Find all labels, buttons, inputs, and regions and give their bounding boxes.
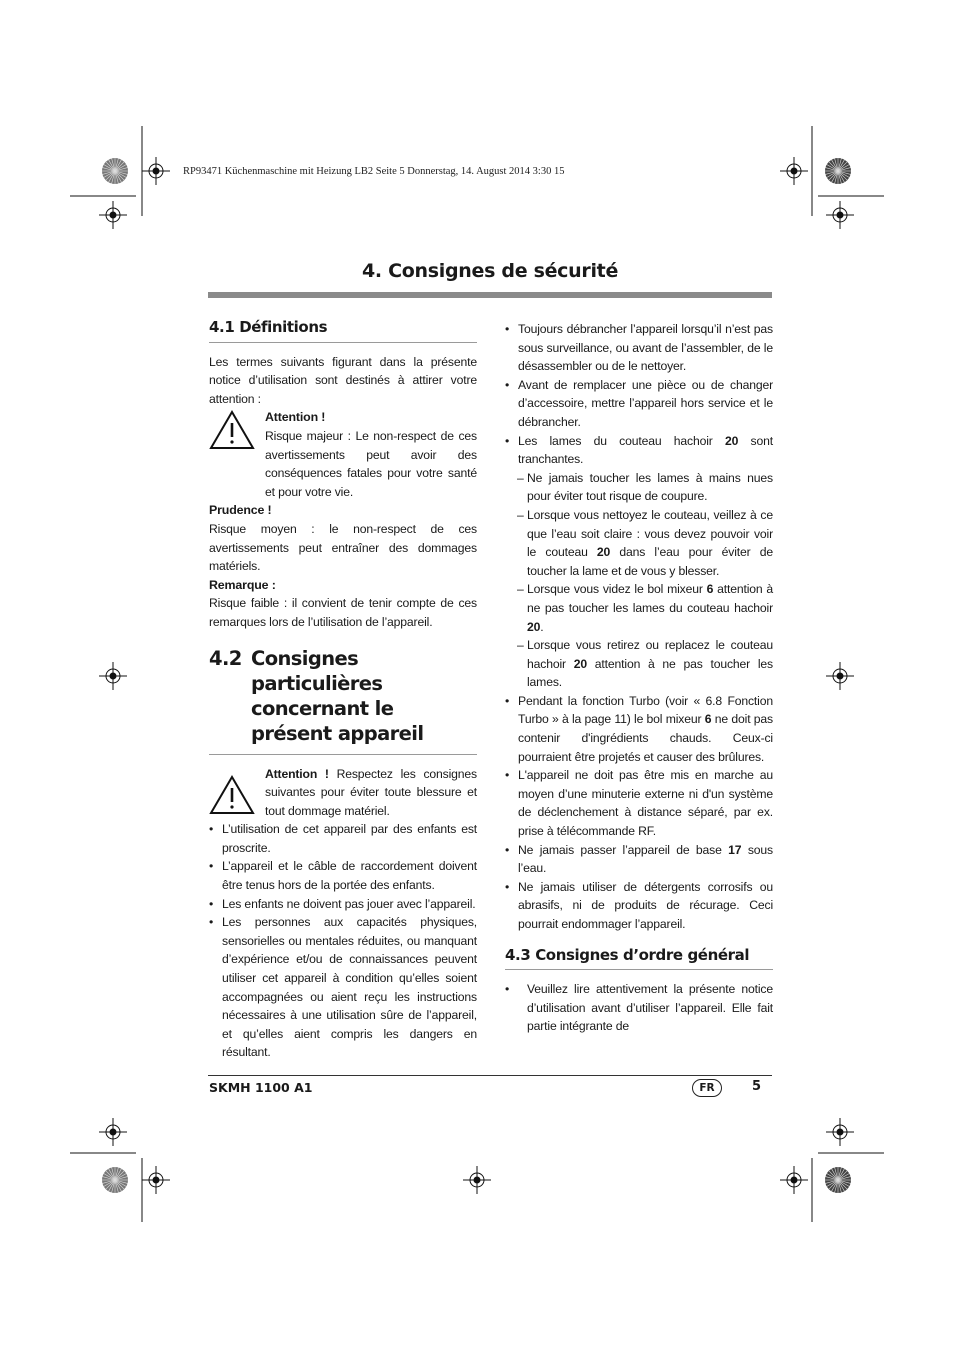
color-star-icon — [825, 1167, 851, 1193]
list-item: • Pendant la fonction Turbo (voir « 6.8 Fonction Turbo » à la page 11) le bol mixeur 6 ne doit pas contenir d'ingrédients chauds. Ceux-ci pourraient être projetés et causer des brûlures. — [505, 692, 773, 766]
right-column — [505, 320, 773, 1036]
list-item: • Les personnes aux capacités physiques, sensorielles ou mentales réduites, ou manquant d’expérience et/ou de connaissances peuvent utiliser cet appareil à condition qu’elles soient accompagnées ou aient reçu les instructions nécessaires à une utilisation sûre de l’appareil, et qu’elles aient compris les dangers en résultant. — [209, 913, 477, 1062]
sub-list-item: – Ne jamais toucher les lames à mains nues pour éviter tout risque de coupure. — [505, 469, 773, 506]
color-star-icon — [102, 158, 128, 184]
warning-triangle-icon — [209, 765, 265, 821]
registration-target-icon — [826, 201, 854, 229]
attention-label: Attention ! — [265, 410, 326, 425]
registration-target-icon — [99, 1118, 127, 1146]
list-item: • L’utilisation de cet appareil par des enfants est proscrite. — [209, 820, 477, 857]
section-4-2-bullets — [209, 820, 477, 1062]
footer-rule — [208, 1075, 772, 1076]
section-4-2-attention-label: Attention ! — [265, 766, 329, 781]
section-4-2-heading — [209, 646, 477, 755]
registration-target-icon — [826, 662, 854, 690]
registration-target-icon — [826, 1118, 854, 1146]
list-item: • Les enfants ne doivent pas jouer avec l’appareil. — [209, 895, 477, 914]
left-column — [209, 318, 477, 1062]
section-4-3-bullets — [505, 980, 773, 1036]
section-4-2-attention-text: Respectez les consignes suivantes pour éviter toute blessure et tout dommage matériel. — [265, 766, 477, 818]
registration-target-icon — [99, 662, 127, 690]
section-4-3-heading: 4.3 Consignes d’ordre général — [505, 946, 773, 971]
prudence-label: Prudence ! — [209, 503, 272, 518]
attention-text: Risque majeur : Le non-respect de ces avertissements peut avoir des conséquences fatales pour votre santé et pour votre vie. — [265, 428, 477, 499]
section-4-1-heading: 4.1 Définitions — [209, 318, 477, 343]
remarque-label: Remarque : — [209, 577, 276, 592]
registration-target-icon — [463, 1166, 491, 1194]
language-badge: FR — [692, 1079, 722, 1097]
sub-list-item: – Lorsque vous retirez ou replacez le couteau hachoir 20 attention à ne pas toucher les lames. — [505, 636, 773, 692]
section-4-2-attention — [209, 765, 477, 821]
section-4-1-intro: Les termes suivants figurant dans la présente notice d’utilisation sont destinés à attirer votre attention : — [209, 354, 477, 406]
list-item: • L'appareil ne doit pas être mis en marche au moyen d’une minuterie externe ni d'un système de déclenchement à distance séparé, par ex. prise à télécommande RF. — [505, 766, 773, 840]
right-bullets — [505, 320, 773, 934]
print-info: RP93471 Küchenmaschine mit Heizung LB2 Seite 5 Donnerstag, 14. August 2014 3:30 15 — [183, 166, 565, 177]
registration-target-icon — [780, 157, 808, 185]
attention-block — [209, 408, 477, 501]
model-number: SKMH 1100 A1 — [209, 1080, 313, 1095]
registration-target-icon — [99, 201, 127, 229]
registration-target-icon — [142, 1166, 170, 1194]
list-item: • Ne jamais utiliser de détergents corrosifs ou abrasifs, ni de produits de récurage. Ceci pourrait endommager l’appareil. — [505, 878, 773, 934]
section-4-2-number: 4.2 — [209, 646, 242, 670]
registration-target-icon — [142, 157, 170, 185]
list-item: • Toujours débrancher l’appareil lorsqu’il n’est pas sous surveillance, ou avant de l’assembler, de le désassembler ou de le nettoyer. — [505, 320, 773, 376]
list-item: • Veuillez lire attentivement la présente notice d’utilisation avant d’utiliser l’appareil. Elle fait partie intégrante de — [505, 980, 773, 1036]
color-star-icon — [102, 1167, 128, 1193]
list-item: • L’appareil et le câble de raccordement doivent être tenus hors de la portée des enfants. — [209, 857, 477, 894]
remarque-text: Risque faible : il convient de tenir compte de ces remarques lors de l’utilisation de l’appareil. — [209, 596, 477, 629]
sub-list-item: – Lorsque vous nettoyez le couteau, veillez à ce que l’eau soit claire : vous devez pouvoir voir le couteau 20 dans l’eau pour éviter de toucher la lame et de vous y blesser. — [505, 506, 773, 580]
chapter-title: 4. Consignes de sécurité — [361, 260, 619, 282]
list-item: • Les lames du couteau hachoir 20 sont tranchantes. – Ne jamais toucher les lames à mains nues pour éviter tout risque de coupure. – Lorsque vous nettoyez le couteau, veillez à ce que l’eau soit claire : vous devez pouvoir voir le couteau 20 dans l’eau pour éviter de toucher la lame et de vous y blesser. – Lorsque vous videz le bol mixeur 6 attention à ne pas toucher les lames du couteau hachoir 20. – Lorsque vous retirez ou replacez le couteau hachoir 20 attention à ne pas toucher les lames. — [505, 432, 773, 692]
section-4-2-title: Consignes particulières concernant le présent appareil — [251, 646, 424, 745]
page-number: 5 — [752, 1079, 762, 1094]
chapter-rule — [208, 292, 772, 298]
prudence-text: Risque moyen : le non-respect de ces avertissements peut entraîner des dommages matériels. — [209, 521, 477, 574]
list-item: • Ne jamais passer l’appareil de base 17 sous l’eau. — [505, 841, 773, 878]
sub-list — [518, 469, 773, 692]
list-item: • Avant de remplacer une pièce ou de changer d’accessoire, mettre l’appareil hors service et le débrancher. — [505, 376, 773, 432]
warning-triangle-icon — [209, 408, 265, 501]
color-star-icon — [825, 158, 851, 184]
sub-list-item: – Lorsque vous videz le bol mixeur 6 attention à ne pas toucher les lames du couteau hachoir 20. — [505, 580, 773, 636]
registration-target-icon — [780, 1166, 808, 1194]
